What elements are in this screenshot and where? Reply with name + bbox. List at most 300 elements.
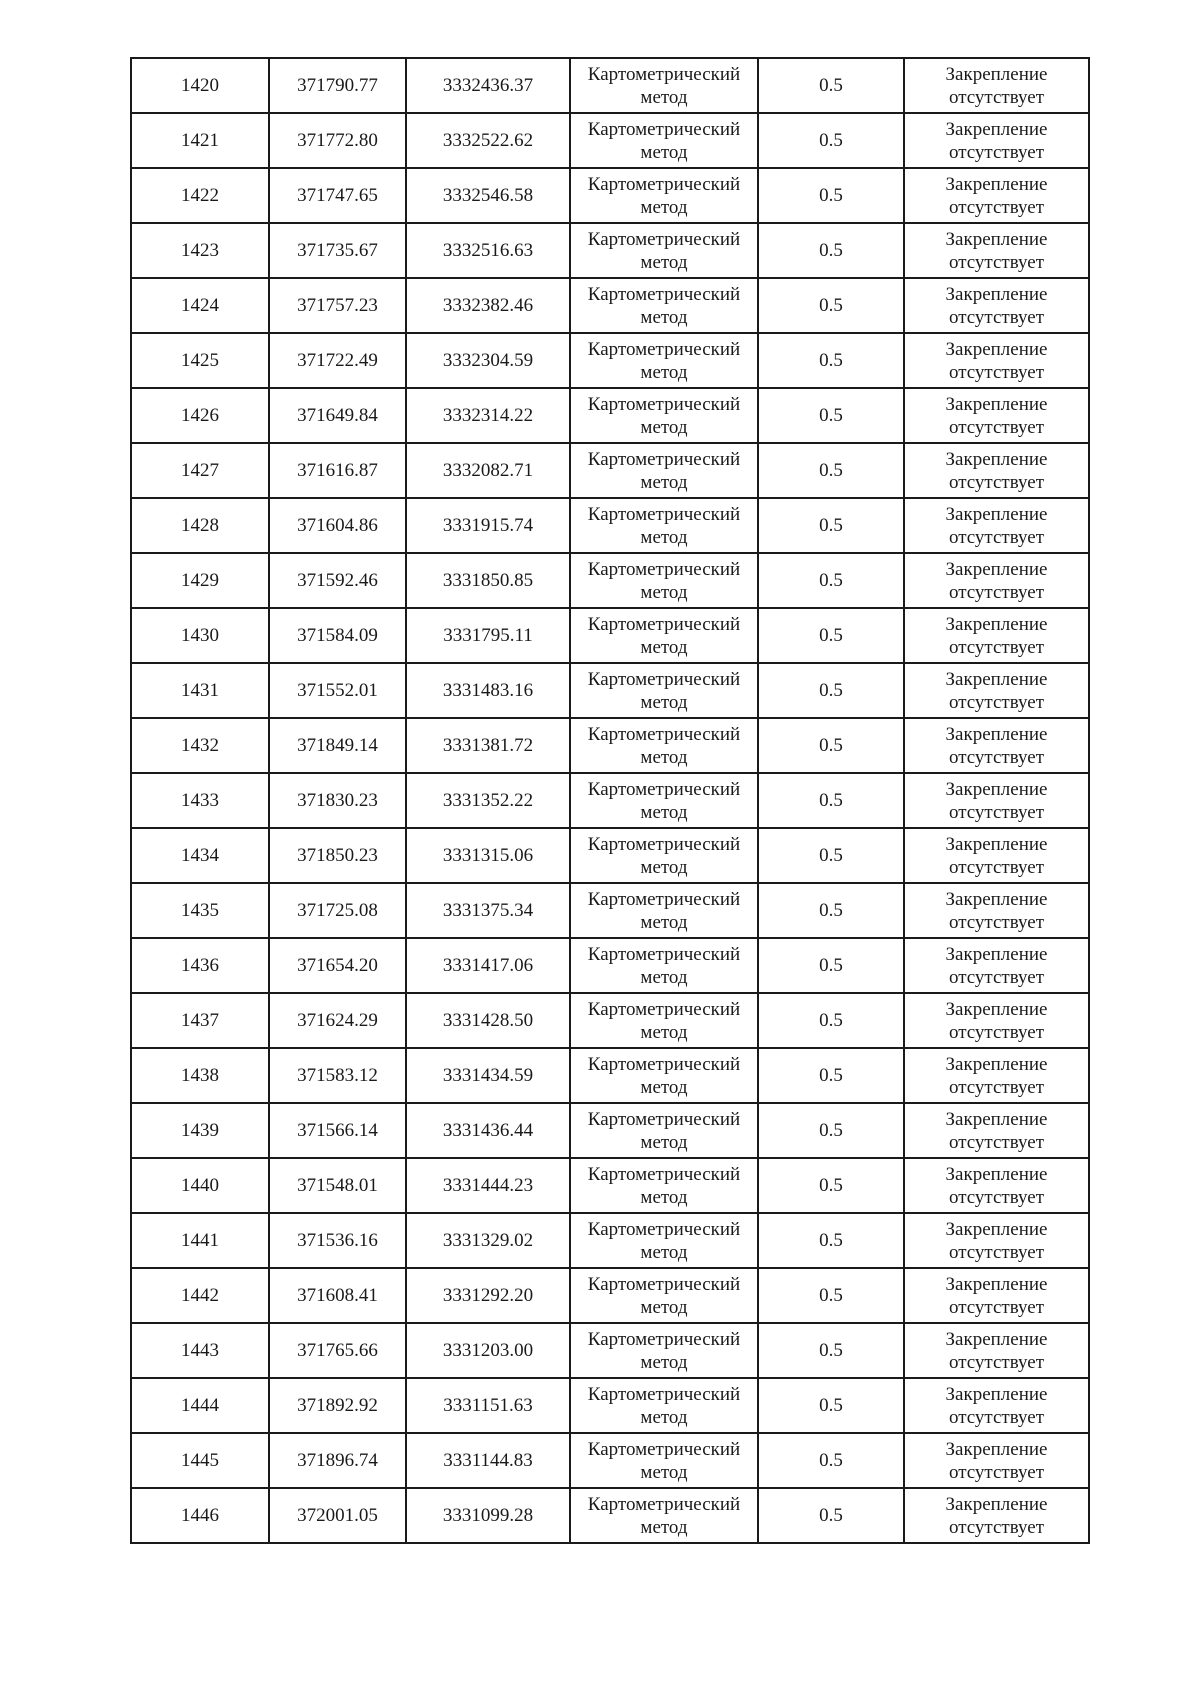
y-coordinate-text: 3331144.83	[443, 1450, 533, 1471]
point-number-text: 1437	[181, 1010, 219, 1031]
x-coordinate-cell	[269, 1378, 406, 1433]
accuracy-text: 0.5	[819, 625, 843, 646]
method-text: Картометрический метод	[587, 1108, 741, 1153]
accuracy-text: 0.5	[819, 240, 843, 261]
y-coordinate-cell	[406, 1433, 570, 1488]
fixing-text: Закрепление отсутствует	[945, 613, 1048, 658]
table-row	[131, 113, 1089, 168]
fixing-cell	[904, 938, 1089, 993]
method-cell	[570, 938, 758, 993]
point-number-text: 1431	[181, 680, 219, 701]
accuracy-cell	[758, 498, 904, 553]
fixing-cell	[904, 1323, 1089, 1378]
accuracy-cell	[758, 553, 904, 608]
point-number-cell	[131, 223, 269, 278]
fixing-cell	[904, 1433, 1089, 1488]
point-number-cell	[131, 113, 269, 168]
fixing-text: Закрепление отсутствует	[945, 558, 1048, 603]
point-number-text: 1436	[181, 955, 219, 976]
point-number-text: 1426	[181, 405, 219, 426]
x-coordinate-cell	[269, 58, 406, 113]
point-number-cell	[131, 58, 269, 113]
fixing-text: Закрепление отсутствует	[945, 1108, 1048, 1153]
table-row	[131, 443, 1089, 498]
point-number-text: 1438	[181, 1065, 219, 1086]
point-number-cell	[131, 938, 269, 993]
fixing-cell	[904, 993, 1089, 1048]
x-coordinate-cell	[269, 608, 406, 663]
fixing-text: Закрепление отсутствует	[945, 393, 1048, 438]
y-coordinate-cell	[406, 828, 570, 883]
fixing-cell	[904, 1213, 1089, 1268]
method-cell	[570, 718, 758, 773]
y-coordinate-cell	[406, 773, 570, 828]
method-cell	[570, 993, 758, 1048]
y-coordinate-text: 3331352.22	[442, 790, 534, 811]
method-text: Картометрический метод	[587, 943, 741, 988]
accuracy-cell	[758, 938, 904, 993]
method-text: Картометрический метод	[587, 723, 741, 768]
y-coordinate-text: 3331203.00	[442, 1340, 534, 1361]
x-coordinate-cell	[269, 773, 406, 828]
coordinates-table	[130, 57, 1090, 1544]
method-text: Картометрический метод	[587, 448, 741, 493]
point-number-cell	[131, 1378, 269, 1433]
point-number-cell	[131, 663, 269, 718]
method-cell	[570, 1378, 758, 1433]
x-coordinate-cell	[269, 1433, 406, 1488]
point-number-cell	[131, 773, 269, 828]
method-cell	[570, 828, 758, 883]
y-coordinate-cell	[406, 223, 570, 278]
x-coordinate-cell	[269, 1323, 406, 1378]
x-coordinate-text: 371896.74	[297, 1450, 378, 1471]
x-coordinate-text: 371624.29	[297, 1010, 378, 1031]
x-coordinate-text: 371850.23	[297, 845, 378, 866]
fixing-cell	[904, 58, 1089, 113]
y-coordinate-text: 3331850.85	[442, 570, 534, 591]
point-number-text: 1427	[181, 460, 219, 481]
point-number-cell	[131, 443, 269, 498]
x-coordinate-text: 371584.09	[297, 625, 378, 646]
accuracy-text: 0.5	[819, 955, 843, 976]
x-coordinate-text: 371608.41	[297, 1285, 378, 1306]
fixing-cell	[904, 663, 1089, 718]
point-number-cell	[131, 278, 269, 333]
point-number-text: 1429	[181, 570, 219, 591]
y-coordinate-cell	[406, 1323, 570, 1378]
table-row	[131, 1103, 1089, 1158]
point-number-text: 1423	[181, 240, 219, 261]
method-text: Картометрический метод	[587, 558, 741, 603]
method-cell	[570, 498, 758, 553]
fixing-cell	[904, 498, 1089, 553]
point-number-cell	[131, 1158, 269, 1213]
method-text: Картометрический метод	[587, 1273, 741, 1318]
x-coordinate-cell	[269, 333, 406, 388]
fixing-cell	[904, 113, 1089, 168]
method-cell	[570, 553, 758, 608]
x-coordinate-cell	[269, 1103, 406, 1158]
x-coordinate-text: 371552.01	[297, 680, 378, 701]
y-coordinate-cell	[406, 608, 570, 663]
x-coordinate-cell	[269, 718, 406, 773]
table-row	[131, 1488, 1089, 1543]
method-cell	[570, 443, 758, 498]
x-coordinate-text: 371790.77	[297, 75, 378, 96]
fixing-cell	[904, 168, 1089, 223]
table-row	[131, 168, 1089, 223]
accuracy-text: 0.5	[819, 735, 843, 756]
fixing-cell	[904, 333, 1089, 388]
x-coordinate-cell	[269, 828, 406, 883]
accuracy-text: 0.5	[819, 350, 843, 371]
accuracy-text: 0.5	[819, 790, 843, 811]
accuracy-text: 0.5	[819, 1230, 843, 1251]
y-coordinate-cell	[406, 718, 570, 773]
coordinates-table-body	[131, 58, 1089, 1543]
point-number-cell	[131, 1213, 269, 1268]
y-coordinate-cell	[406, 113, 570, 168]
x-coordinate-cell	[269, 1268, 406, 1323]
y-coordinate-text: 3332382.46	[442, 295, 534, 316]
point-number-text: 1433	[181, 790, 219, 811]
x-coordinate-cell	[269, 993, 406, 1048]
point-number-text: 1445	[181, 1450, 219, 1471]
y-coordinate-cell	[406, 993, 570, 1048]
x-coordinate-text: 371735.67	[297, 240, 378, 261]
y-coordinate-text: 3332304.59	[442, 350, 534, 371]
x-coordinate-text: 371592.46	[297, 570, 378, 591]
x-coordinate-cell	[269, 278, 406, 333]
table-row	[131, 278, 1089, 333]
point-number-text: 1422	[181, 185, 219, 206]
method-text: Картометрический метод	[587, 778, 741, 823]
method-text: Картометрический метод	[587, 338, 741, 383]
method-text: Картометрический метод	[587, 173, 741, 218]
fixing-text: Закрепление отсутствует	[945, 998, 1048, 1043]
accuracy-text: 0.5	[819, 1010, 843, 1031]
y-coordinate-cell	[406, 1488, 570, 1543]
y-coordinate-text: 3332522.62	[442, 130, 534, 151]
point-number-cell	[131, 883, 269, 938]
y-coordinate-cell	[406, 1158, 570, 1213]
fixing-text: Закрепление отсутствует	[945, 1218, 1048, 1263]
y-coordinate-text: 3332314.22	[442, 405, 534, 426]
point-number-text: 1421	[181, 130, 219, 151]
y-coordinate-text: 3332516.63	[442, 240, 534, 261]
table-row	[131, 333, 1089, 388]
point-number-cell	[131, 1433, 269, 1488]
point-number-cell	[131, 498, 269, 553]
accuracy-text: 0.5	[819, 1395, 843, 1416]
x-coordinate-cell	[269, 388, 406, 443]
fixing-cell	[904, 278, 1089, 333]
y-coordinate-text: 3331434.59	[442, 1065, 534, 1086]
accuracy-cell	[758, 278, 904, 333]
y-coordinate-cell	[406, 58, 570, 113]
accuracy-cell	[758, 388, 904, 443]
table-row	[131, 223, 1089, 278]
fixing-cell	[904, 388, 1089, 443]
y-coordinate-text: 3331292.20	[442, 1285, 534, 1306]
point-number-text: 1435	[181, 900, 219, 921]
x-coordinate-text: 371604.86	[297, 515, 378, 536]
x-coordinate-cell	[269, 223, 406, 278]
point-number-text: 1443	[181, 1340, 219, 1361]
y-coordinate-text: 3331915.74	[442, 515, 534, 536]
method-text: Картометрический метод	[587, 503, 741, 548]
y-coordinate-cell	[406, 1048, 570, 1103]
y-coordinate-text: 3331444.23	[442, 1175, 534, 1196]
x-coordinate-cell	[269, 938, 406, 993]
method-cell	[570, 1323, 758, 1378]
method-cell	[570, 278, 758, 333]
accuracy-text: 0.5	[819, 405, 843, 426]
y-coordinate-text: 3332436.37	[442, 75, 534, 96]
accuracy-cell	[758, 1048, 904, 1103]
y-coordinate-text: 3331099.28	[442, 1505, 534, 1526]
table-row	[131, 1048, 1089, 1103]
fixing-cell	[904, 443, 1089, 498]
y-coordinate-cell	[406, 1103, 570, 1158]
y-coordinate-cell	[406, 938, 570, 993]
accuracy-cell	[758, 773, 904, 828]
fixing-cell	[904, 1268, 1089, 1323]
method-cell	[570, 663, 758, 718]
point-number-cell	[131, 553, 269, 608]
y-coordinate-text: 3331381.72	[442, 735, 534, 756]
fixing-text: Закрепление отсутствует	[945, 1383, 1048, 1428]
method-text: Картометрический метод	[587, 228, 741, 273]
y-coordinate-cell	[406, 1378, 570, 1433]
y-coordinate-cell	[406, 443, 570, 498]
table-row	[131, 498, 1089, 553]
table-row	[131, 608, 1089, 663]
y-coordinate-cell	[406, 168, 570, 223]
method-text: Картометрический метод	[587, 63, 741, 108]
table-row	[131, 993, 1089, 1048]
y-coordinate-cell	[406, 663, 570, 718]
method-text: Картометрический метод	[587, 613, 741, 658]
point-number-cell	[131, 1488, 269, 1543]
y-coordinate-cell	[406, 1213, 570, 1268]
accuracy-text: 0.5	[819, 1120, 843, 1141]
method-text: Картометрический метод	[587, 1493, 741, 1538]
fixing-cell	[904, 223, 1089, 278]
fixing-cell	[904, 1158, 1089, 1213]
y-coordinate-text: 3331151.63	[443, 1395, 533, 1416]
method-cell	[570, 388, 758, 443]
x-coordinate-text: 371757.23	[297, 295, 378, 316]
accuracy-cell	[758, 113, 904, 168]
table-row	[131, 1433, 1089, 1488]
y-coordinate-text: 3332546.58	[442, 185, 534, 206]
point-number-cell	[131, 1323, 269, 1378]
accuracy-cell	[758, 1158, 904, 1213]
method-cell	[570, 1268, 758, 1323]
accuracy-text: 0.5	[819, 570, 843, 591]
y-coordinate-cell	[406, 883, 570, 938]
point-number-cell	[131, 828, 269, 883]
fixing-text: Закрепление отсутствует	[945, 1273, 1048, 1318]
y-coordinate-text: 3331428.50	[442, 1010, 534, 1031]
method-cell	[570, 1213, 758, 1268]
fixing-text: Закрепление отсутствует	[945, 778, 1048, 823]
accuracy-cell	[758, 828, 904, 883]
point-number-text: 1439	[181, 1120, 219, 1141]
x-coordinate-cell	[269, 1213, 406, 1268]
accuracy-cell	[758, 333, 904, 388]
accuracy-text: 0.5	[819, 295, 843, 316]
fixing-cell	[904, 1048, 1089, 1103]
table-row	[131, 1213, 1089, 1268]
point-number-text: 1424	[181, 295, 219, 316]
fixing-text: Закрепление отсутствует	[945, 228, 1048, 273]
fixing-text: Закрепление отсутствует	[945, 118, 1048, 163]
y-coordinate-cell	[406, 388, 570, 443]
accuracy-text: 0.5	[819, 680, 843, 701]
method-text: Картометрический метод	[587, 118, 741, 163]
x-coordinate-text: 371649.84	[297, 405, 378, 426]
table-row	[131, 1378, 1089, 1433]
point-number-cell	[131, 993, 269, 1048]
accuracy-text: 0.5	[819, 1285, 843, 1306]
accuracy-cell	[758, 1378, 904, 1433]
x-coordinate-text: 371566.14	[297, 1120, 378, 1141]
x-coordinate-text: 372001.05	[297, 1505, 378, 1526]
table-row	[131, 1268, 1089, 1323]
accuracy-text: 0.5	[819, 130, 843, 151]
fixing-cell	[904, 773, 1089, 828]
y-coordinate-cell	[406, 498, 570, 553]
x-coordinate-text: 371654.20	[297, 955, 378, 976]
fixing-text: Закрепление отсутствует	[945, 1438, 1048, 1483]
fixing-text: Закрепление отсутствует	[945, 723, 1048, 768]
table-row	[131, 828, 1089, 883]
table-row	[131, 773, 1089, 828]
x-coordinate-text: 371583.12	[297, 1065, 378, 1086]
fixing-text: Закрепление отсутствует	[945, 338, 1048, 383]
table-row	[131, 553, 1089, 608]
x-coordinate-cell	[269, 113, 406, 168]
accuracy-cell	[758, 1433, 904, 1488]
table-row	[131, 663, 1089, 718]
x-coordinate-text: 371747.65	[297, 185, 378, 206]
fixing-text: Закрепление отсутствует	[945, 943, 1048, 988]
accuracy-text: 0.5	[819, 1175, 843, 1196]
point-number-text: 1420	[181, 75, 219, 96]
y-coordinate-text: 3332082.71	[442, 460, 534, 481]
y-coordinate-text: 3331417.06	[442, 955, 534, 976]
method-cell	[570, 168, 758, 223]
fixing-cell	[904, 1488, 1089, 1543]
accuracy-text: 0.5	[819, 515, 843, 536]
fixing-cell	[904, 553, 1089, 608]
method-text: Картометрический метод	[587, 1218, 741, 1263]
point-number-text: 1425	[181, 350, 219, 371]
y-coordinate-text: 3331483.16	[442, 680, 534, 701]
x-coordinate-cell	[269, 553, 406, 608]
x-coordinate-cell	[269, 443, 406, 498]
point-number-cell	[131, 333, 269, 388]
accuracy-text: 0.5	[819, 1340, 843, 1361]
x-coordinate-cell	[269, 498, 406, 553]
accuracy-cell	[758, 1213, 904, 1268]
point-number-text: 1434	[181, 845, 219, 866]
table-row	[131, 718, 1089, 773]
x-coordinate-cell	[269, 1048, 406, 1103]
x-coordinate-text: 371849.14	[297, 735, 378, 756]
y-coordinate-cell	[406, 278, 570, 333]
accuracy-cell	[758, 663, 904, 718]
accuracy-text: 0.5	[819, 1505, 843, 1526]
table-row	[131, 1158, 1089, 1213]
accuracy-text: 0.5	[819, 185, 843, 206]
fixing-text: Закрепление отсутствует	[945, 668, 1048, 713]
y-coordinate-cell	[406, 1268, 570, 1323]
x-coordinate-cell	[269, 883, 406, 938]
fixing-text: Закрепление отсутствует	[945, 503, 1048, 548]
method-text: Картометрический метод	[587, 393, 741, 438]
fixing-text: Закрепление отсутствует	[945, 1053, 1048, 1098]
point-number-cell	[131, 1103, 269, 1158]
accuracy-cell	[758, 58, 904, 113]
fixing-cell	[904, 718, 1089, 773]
method-text: Картометрический метод	[587, 668, 741, 713]
x-coordinate-cell	[269, 663, 406, 718]
y-coordinate-text: 3331795.11	[443, 625, 533, 646]
fixing-text: Закрепление отсутствует	[945, 63, 1048, 108]
method-cell	[570, 223, 758, 278]
fixing-cell	[904, 608, 1089, 663]
fixing-text: Закрепление отсутствует	[945, 448, 1048, 493]
x-coordinate-text: 371892.92	[297, 1395, 378, 1416]
accuracy-cell	[758, 223, 904, 278]
x-coordinate-text: 371830.23	[297, 790, 378, 811]
accuracy-cell	[758, 1103, 904, 1158]
method-cell	[570, 1158, 758, 1213]
accuracy-text: 0.5	[819, 75, 843, 96]
x-coordinate-cell	[269, 1158, 406, 1213]
method-text: Картометрический метод	[587, 1438, 741, 1483]
method-cell	[570, 1488, 758, 1543]
fixing-text: Закрепление отсутствует	[945, 283, 1048, 328]
fixing-text: Закрепление отсутствует	[945, 1328, 1048, 1373]
accuracy-cell	[758, 993, 904, 1048]
method-cell	[570, 58, 758, 113]
point-number-text: 1442	[181, 1285, 219, 1306]
accuracy-text: 0.5	[819, 460, 843, 481]
table-row	[131, 58, 1089, 113]
y-coordinate-cell	[406, 553, 570, 608]
x-coordinate-text: 371765.66	[297, 1340, 378, 1361]
method-text: Картометрический метод	[587, 888, 741, 933]
accuracy-cell	[758, 1268, 904, 1323]
fixing-text: Закрепление отсутствует	[945, 1163, 1048, 1208]
method-text: Картометрический метод	[587, 1328, 741, 1373]
point-number-cell	[131, 1268, 269, 1323]
method-cell	[570, 333, 758, 388]
method-cell	[570, 1048, 758, 1103]
point-number-text: 1430	[181, 625, 219, 646]
method-cell	[570, 1433, 758, 1488]
fixing-text: Закрепление отсутствует	[945, 888, 1048, 933]
x-coordinate-text: 371722.49	[297, 350, 378, 371]
accuracy-text: 0.5	[819, 845, 843, 866]
y-coordinate-text: 3331315.06	[442, 845, 534, 866]
point-number-text: 1441	[181, 1230, 219, 1251]
